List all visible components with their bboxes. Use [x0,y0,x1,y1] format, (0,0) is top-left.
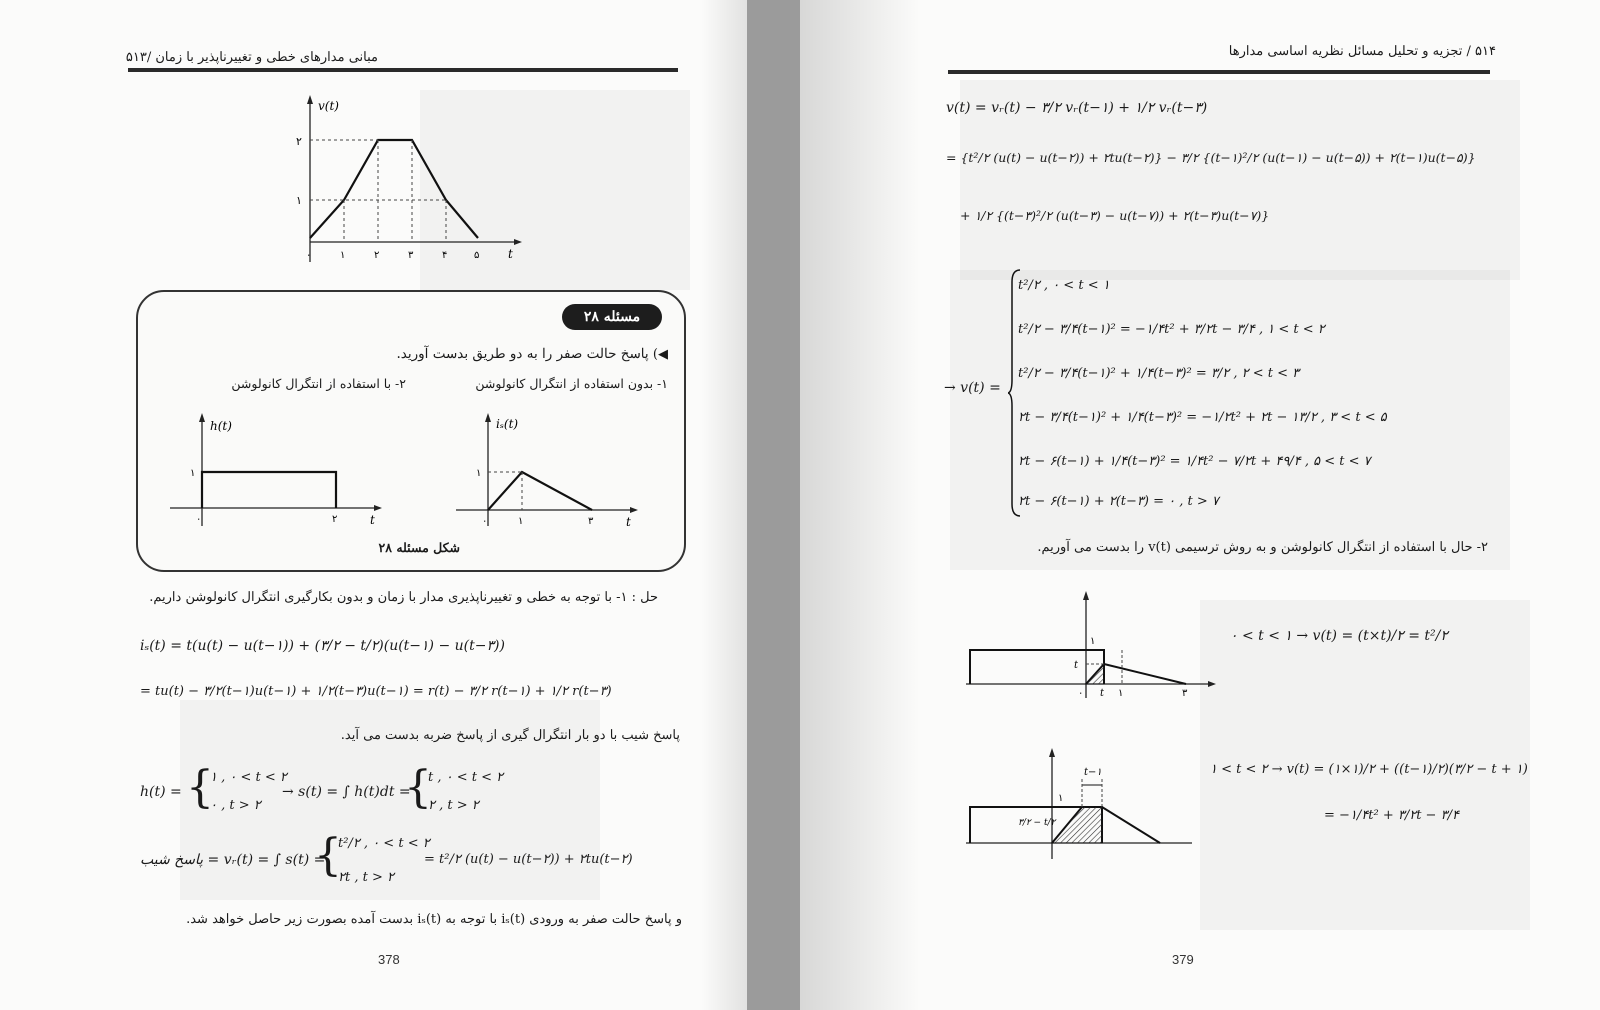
part2-text: ۲- حال با استفاده از انتگرال کانولوشن و به روش ترسیمی v(t) را بدست می آوریم. [1037,540,1488,555]
conv1-label: ۱ [1118,688,1124,699]
v-case: t²/۲ , ۰ < t < ۱ [1018,278,1110,293]
v-graph-xtick: ۲ [374,250,380,261]
s-case: ۲ , t > ۲ [428,798,479,813]
running-header: ۵۱۴ / تجزیه و تحلیل مسائل نظریه اساسی مدارها [1228,44,1496,59]
is-graph-xtick: ۱ [518,516,524,527]
conv1-label: ۳ [1182,688,1188,699]
ramp-case: t²/۲ , ۰ < t < ۲ [338,836,430,851]
v-graph-xtick: ۳ [408,250,414,261]
conv1-label: t [1074,660,1079,671]
conv2-equation-2: = −۱/۴t² + ۳/۲t − ۳/۴ [1324,808,1459,823]
conv1-label: ۱ [1090,636,1096,647]
v-case: t²/۲ − ۳/۴(t−۱)² = −۱/۴t² + ۳/۲t − ۳/۴ , ۱ < t < ۲ [1018,322,1325,337]
header-rule [948,70,1490,74]
h-brace: { [186,762,214,813]
v-graph-ylabel: v(t) [318,99,339,113]
ramp-case: ۲t , t > ۲ [338,870,394,885]
conv2-equation: ۱ < t < ۲ → v(t) = (۱×۱)/۲ + ((t−۱)/۲)(۳/۲ − t + ۱) [1210,762,1528,777]
is-graph-xlabel: t [626,515,631,529]
is-graph-ylabel: iₛ(t) [496,417,519,431]
v-case: ۲t − ۶(t−۱) + ۱/۴(t−۳)² = ۱/۴t² − ۷/۲t + ۴۹/۴ , ۵ < t < ۷ [1018,454,1371,469]
v-piecewise-label: → v(t) = [944,380,1001,396]
problem-tag: مسئله ۲۸ [562,304,662,330]
solution-intro: حل : ۱- با توجه به خطی و تغییرناپذیری مدار با زمان و بدون بکارگیری انتگرال کانولوشن داریم. [149,590,658,605]
h-graph-xtick: ۲ [332,514,338,525]
v-graph-ytick: ۲ [296,135,302,148]
gutter-shadow [701,0,747,1010]
conv2-label: ۳/۲ − t/۲ [1018,818,1056,828]
header-rule [128,68,678,72]
problem-prompt: ◀) پاسخ حالت صفر را به دو طریق بدست آورید. [396,346,668,362]
h-graph-xlabel: t [370,513,375,527]
convolution-diagram-1 [960,590,1220,705]
v-case: ۲t − ۶(t−۱) + ۲(t−۳) = ۰ , t > ۷ [1018,494,1219,509]
right-page [800,0,1600,1010]
equation-v-ramp: v(t) = vᵣ(t) − ۳/۲ vᵣ(t−۱) + ۱/۲ vᵣ(t−۳) [946,100,1208,116]
v-graph-xtick: ۵ [474,250,480,261]
ramp-definition: پاسخ شیب = vᵣ(t) = ∫ s(t) = [140,852,326,868]
step-response-text: پاسخ شیب با دو بار انتگرال گیری از پاسخ ضربه بدست می آید. [340,728,680,743]
s-definition: → s(t) = ∫ h(t)dt = [282,784,411,800]
h-graph-ytick: ۱ [190,468,196,479]
equation-is: iₛ(t) = t(u(t) − u(t−۱)) + (۳/۲ − t/۲)(u(t−۱) − u(t−۳)) [140,638,505,654]
page-number: 379 [1172,952,1194,967]
v-graph-xtick: ۴ [442,250,448,261]
convolution-diagram-2 [960,745,1200,865]
gutter-shadow [800,0,920,1010]
h-graph-ylabel: h(t) [210,419,232,433]
is-graph-xtick: ۳ [588,516,594,527]
conv1-label: ۰ [1078,688,1084,699]
equation-v-expanded-2: + ۱/۲ {(t−۳)²/۲ (u(t−۳) − u(t−۷)) + ۲(t−۳)u(t−۷)} [960,208,1270,223]
s-case: t , ۰ < t < ۲ [428,770,504,785]
is-graph-xtick: ۰ [482,516,488,527]
ramp-brace: { [314,830,342,881]
left-page [0,0,747,1010]
conv1-equation: ۰ < t < ۱ → v(t) = (t×t)/۲ = t²/۲ [1230,628,1448,644]
piecewise-brace [1008,268,1022,518]
h-pulse-graph [166,410,386,530]
method-2-label: ۲- با استفاده از انتگرال کانولوشن [231,376,406,391]
running-header: مبانی مدارهای خطی و تغییرناپذیر با زمان /۵۱۳ [125,50,378,65]
h-graph-xtick: ۰ [196,514,202,525]
v-case: t²/۲ − ۳/۴(t−۱)² + ۱/۴(t−۳)² = ۳/۲ , ۲ < t < ۳ [1018,366,1300,381]
h-definition: h(t) = [140,784,182,800]
conv2-label: ۱ [1058,793,1064,804]
v-case: ۲t − ۳/۴(t−۱)² + ۱/۴(t−۳)² = −۱/۲t² + ۲t − ۱۳/۲ , ۳ < t < ۵ [1018,410,1387,425]
page-number: 378 [378,952,400,967]
v-graph-xtick: ۰ [306,250,312,261]
v-graph-ytick: ۱ [296,194,302,207]
conv2-label: t−۱ [1084,767,1102,778]
is-graph-ytick: ۱ [476,468,482,479]
final-text: و پاسخ حالت صفر به ورودی iₛ(t) با توجه به iₛ(t) بدست آمده بصورت زیر حاصل خواهد شد. [186,912,682,927]
h-case: ۰ , t > ۲ [210,798,261,813]
conv1-label: t [1100,688,1105,699]
v-graph-xtick: ۱ [340,250,346,261]
ramp-result: = t²/۲ (u(t) − u(t−۲)) + ۲tu(t−۲) [424,852,633,867]
is-triangle-graph [452,410,642,530]
method-1-label: ۱- بدون استفاده از انتگرال کانولوشن [475,376,668,391]
h-case: ۱ , ۰ < t < ۲ [210,770,287,785]
s-brace: { [404,762,432,813]
equation-is-ramp: = tu(t) − ۳/۲(t−۱)u(t−۱) + ۱/۲(t−۳)u(t−۱) = r(t) − ۳/۲ r(t−۱) + ۱/۲ r(t−۳) [140,684,612,699]
equation-v-expanded: = {t²/۲ (u(t) − u(t−۲)) + ۲tu(t−۲)} − ۳/۲ {(t−۱)²/۲ (u(t−۱) − u(t−۵)) + ۲(t−۱)u(t−۵)} [946,150,1476,165]
v-graph-xlabel: t [508,247,513,261]
v-trapezoid-graph [282,92,522,270]
figure-caption: شکل مسئله ۲۸ [378,540,460,555]
